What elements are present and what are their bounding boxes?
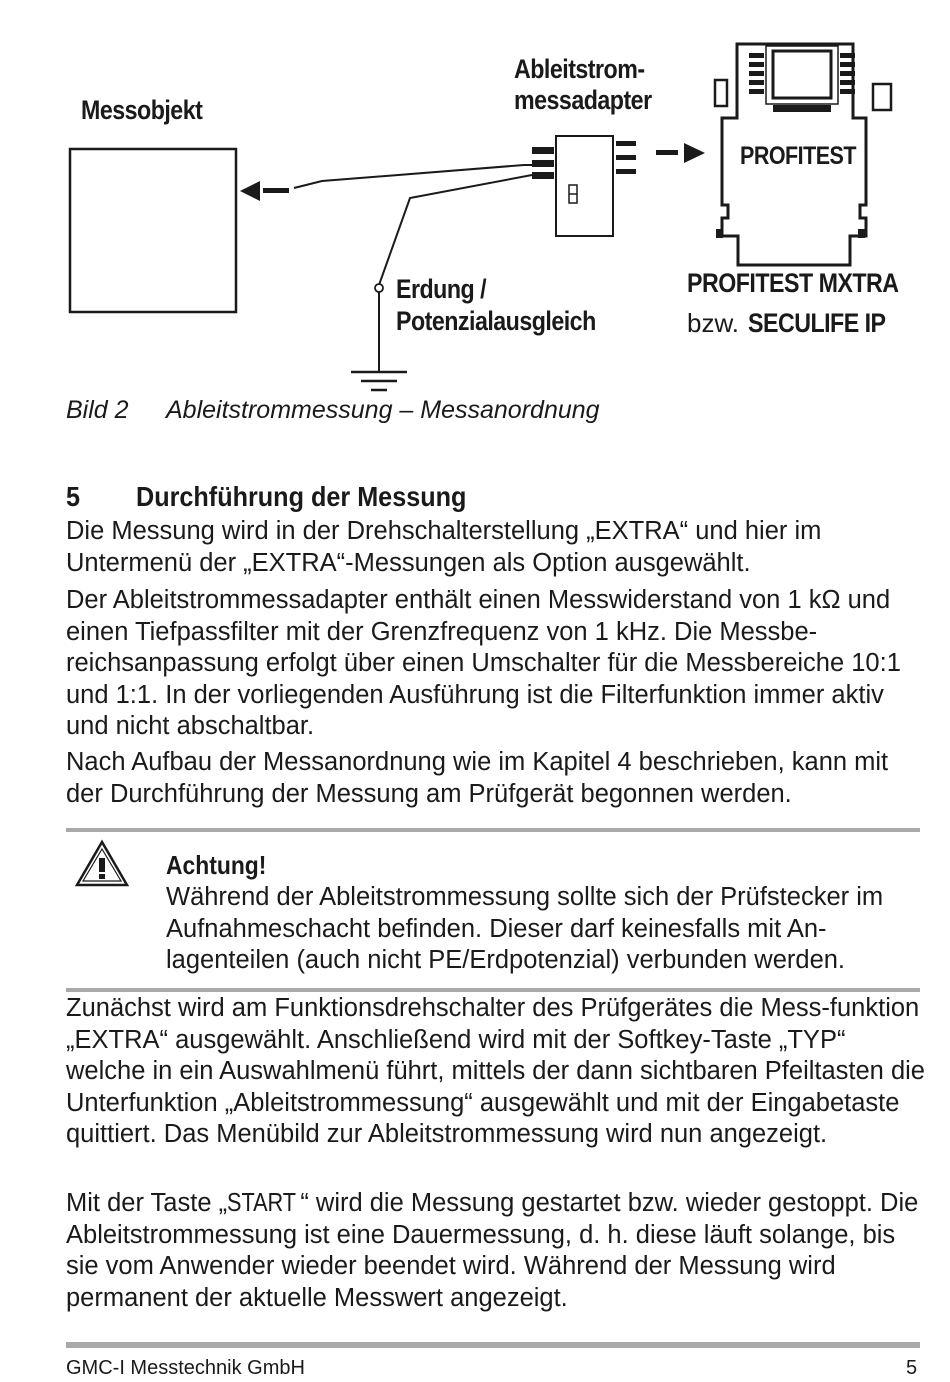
- start-key-label: START: [227, 1189, 297, 1217]
- messobjekt-box: [70, 149, 236, 312]
- footer-company: GMC-I Messtechnik GmbH: [66, 1357, 305, 1379]
- device-display: [773, 51, 831, 98]
- device-right-tab: [873, 84, 891, 110]
- device-socket-right: [858, 229, 865, 238]
- section-title: Durchführung der Messung: [136, 481, 467, 512]
- label-adapter-line2: messadapter: [514, 85, 652, 115]
- warning-triangle-icon: [74, 839, 130, 889]
- warning-title: Achtung!: [166, 850, 267, 880]
- device-socket-left: [716, 229, 723, 238]
- paragraph-3: Nach Aufbau der Messanordnung wie im Kapitel 4 beschrieben, kann mit der Durchführung der Messung am Prüfgerät begonnen werden.: [66, 748, 889, 808]
- device-screen-label: PROFITEST: [740, 142, 857, 170]
- arrow-left-dash: [263, 188, 289, 193]
- arrow-left-head: [240, 181, 260, 201]
- arrow-right-head: [684, 143, 705, 163]
- label-device-name: PROFITEST MXTRA: [687, 268, 899, 298]
- warning-bottom-rule: [66, 988, 920, 992]
- footer-page-number: 5: [906, 1357, 918, 1379]
- paragraph-5-prefix: Mit der Taste „: [66, 1189, 228, 1217]
- adapter-pin-1: [616, 141, 636, 146]
- warning-text: Während der Ableitstrommessung sollte sich der Prüfstecker im Aufnahmeschacht befinden. Dieser darf keinesfalls mit An-lagenteilen (auch nicht PE/Erdpotenzial) verbunden werden.: [166, 883, 884, 974]
- figure-caption-text: Ableitstrommessung – Messanordnung: [166, 396, 600, 424]
- adapter-plug-2: [532, 160, 554, 167]
- label-device-alt-name: SECULIFE IP: [748, 308, 886, 338]
- paragraph-5-rest: “ wird die Messung gestartet bzw. wieder gestoppt. Die Ableitstrommessung ist eine Dauermessung, d. h. diese läuft solange, bis sie vom Anwender wieder beendet wird. Während der Messung wird permanent der aktuelle Messwert angezeigt.: [66, 1189, 919, 1312]
- wire-lower: [379, 175, 532, 285]
- paragraph-4: Zunächst wird am Funktionsdrehschalter des Prüfgerätes die Mess-funktion „EXTRA“ ausgewählt. Anschließend wird mit der Softkey-Taste „TYP“ welche in ein Auswahlmenü führt, mittels der dann sichtbaren Pfeiltasten die Unterfunktion „Ableitstrommessung“ ausgewählt und mit der Eingabetaste quittiert. Das Menübild zur Ableitstrommessung wird nun angezeigt.: [66, 994, 925, 1148]
- paragraph-1: Die Messung wird in der Drehschalterstellung „EXTRA“ und hier im Untermenü der „EXTRA“-Messungen als Option ausgewählt.: [66, 517, 822, 577]
- label-device-alt-prefix: bzw.: [687, 308, 740, 338]
- arrow-right-dash: [656, 150, 678, 155]
- adapter-box: [556, 136, 613, 236]
- wire-upper: [294, 165, 532, 188]
- label-device-alt: [687, 306, 908, 340]
- footer-rule: [66, 1342, 920, 1348]
- label-adapter-line1: Ableitstrom-: [514, 54, 645, 84]
- measurement-setup-diagram: [0, 0, 950, 400]
- device-bottom-strip: [773, 105, 831, 112]
- device-left-tab: [715, 80, 727, 106]
- label-messobjekt: Messobjekt: [81, 95, 203, 125]
- paragraph-5: [66, 1188, 926, 1314]
- adapter-pin-3: [616, 169, 636, 174]
- adapter-plug-1: [532, 147, 554, 154]
- paragraph-2: Der Ableitstrommessadapter enthält einen Messwiderstand von 1 kΩ und einen Tiefpassfilter mit der Grenzfrequenz von 1 kHz. Die Messbe-reichsanpassung erfolgt über einen Umschalter für die Messbereiche 10:1 und 1:1. In der vorliegenden Ausführung ist die Filterfunktion immer aktiv und nicht abschaltbar.: [66, 586, 901, 740]
- label-grounding-line1: Erdung /: [396, 274, 487, 304]
- ground-node: [375, 284, 383, 292]
- adapter-plug-3: [532, 172, 554, 179]
- warning-top-rule: [66, 828, 920, 832]
- adapter-pin-2: [616, 155, 636, 160]
- label-grounding-line2: Potenzialausgleich: [396, 306, 596, 336]
- section-number: 5: [66, 481, 81, 512]
- figure-caption-number: Bild 2: [66, 396, 129, 424]
